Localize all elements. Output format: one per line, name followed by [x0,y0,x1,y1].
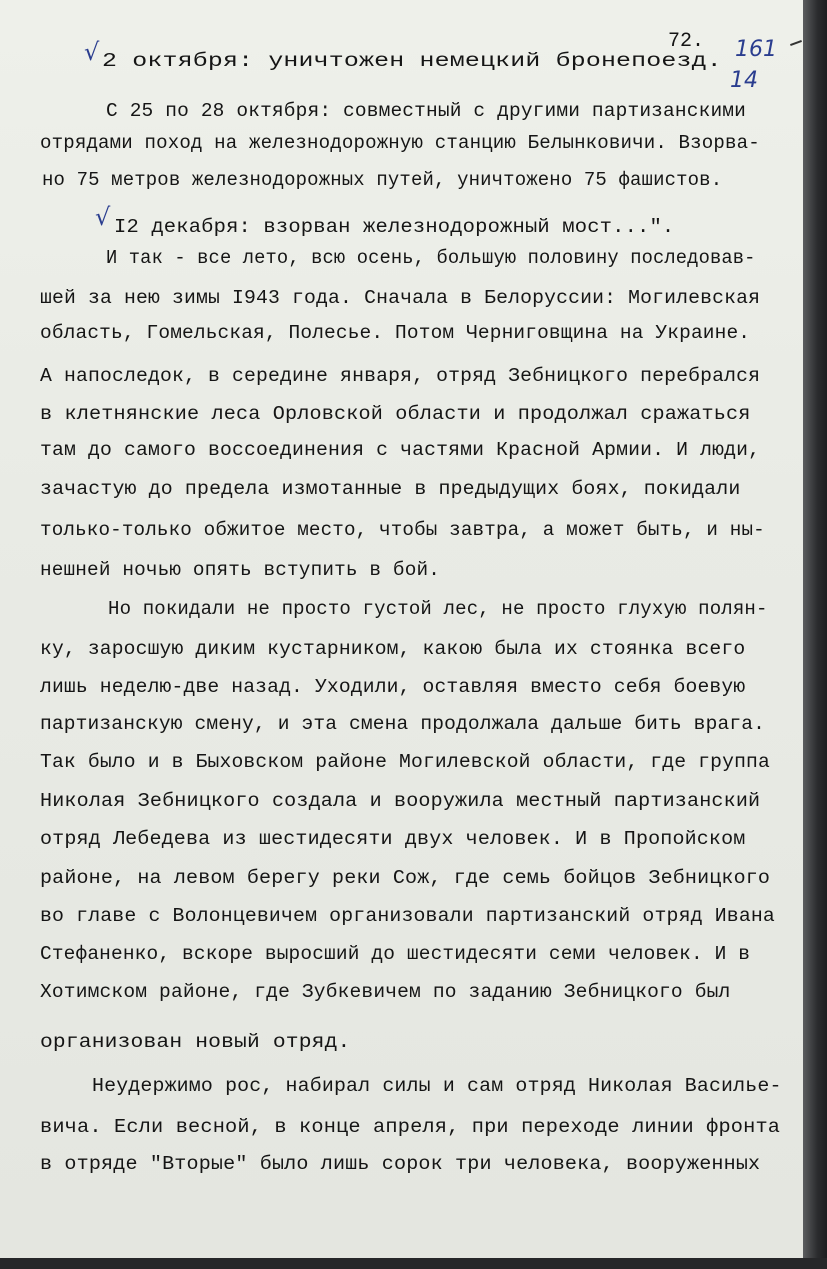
text-line: зачастую до предела измотанные в предыдущих боях, покидали [40,478,741,500]
archive-sheet-number: 14 [730,68,758,93]
pen-mark [790,40,802,46]
text-line: ку, заросшую диким кустарником, какою была их стоянка всего [40,638,746,660]
text-line: I2 декабря: взорван железнодорожный мост...". [114,216,675,238]
text-line: партизанскую смену, и эта смена продолжала дальше бить врага. [40,713,765,735]
text-line: там до самого воссоединения с частями Красной Армии. И люди, [40,439,761,461]
check-mark-icon: √ [95,203,111,231]
text-line: в отряде "Вторые" было лишь сорок три человека, вооруженных [40,1153,761,1175]
text-line: нешней ночью опять вступить в бой. [40,559,440,581]
text-line: отряд Лебедева из шестидесяти двух человек. И в Пропойском [40,828,746,850]
page-shadow-edge [803,0,827,1269]
text-line: Но покидали не просто густой лес, не просто глухую полян- [108,598,768,620]
text-line: вича. Если весной, в конце апреля, при переходе линии фронта [40,1116,781,1138]
text-line: но 75 метров железнодорожных путей, уничтожено 75 фашистов. [42,169,723,191]
text-line: только-только обжитое место, чтобы завтра, а может быть, и ны- [40,519,765,541]
text-line: Неудержимо рос, набирал силы и сам отряд Николая Василье- [92,1075,782,1097]
text-line: лишь неделю-две назад. Уходили, оставляя вместо себя боевую [40,676,746,698]
text-line: Хотимском районе, где Зубкевичем по заданию Зебницкого был [40,981,731,1003]
text-line: область, Гомельская, Полесье. Потом Черниговщина на Украине. [40,322,751,344]
text-line: Так было и в Быховском районе Могилевской области, где группа [40,751,770,773]
check-mark-icon: √ [84,38,100,66]
text-line: шей за нею зимы I943 года. Сначала в Белоруссии: Могилевская [40,287,761,309]
text-line: во главе с Волонцевичем организовали партизанский отряд Ивана [40,905,775,927]
text-line: 2 октября: уничтожен немецкий бронепоезд. [102,50,722,72]
text-line: организован новый отряд. [40,1031,351,1053]
text-line: отрядами поход на железнодорожную станцию Белынковичи. Взорва- [40,132,760,154]
text-line: в клетнянские леса Орловской области и продолжал сражаться [40,403,751,425]
text-line: И так - все лето, всю осень, большую половину последовав- [106,247,756,269]
text-line: А напоследок, в середине января, отряд Зебницкого перебрался [40,365,761,387]
archive-stamp-number: 161 [735,37,777,62]
text-line: С 25 по 28 октября: совместный с другими партизанскими [106,100,747,122]
text-line: Стефаненко, вскоре выросший до шестидесяти семи человек. И в [40,943,751,965]
text-line: районе, на левом берегу реки Сож, где семь бойцов Зебницкого [40,867,771,889]
text-line: Николая Зебницкого создала и вооружила местный партизанский [40,790,761,812]
page-number: 72. [668,30,705,53]
page-bottom-edge [0,1258,827,1269]
